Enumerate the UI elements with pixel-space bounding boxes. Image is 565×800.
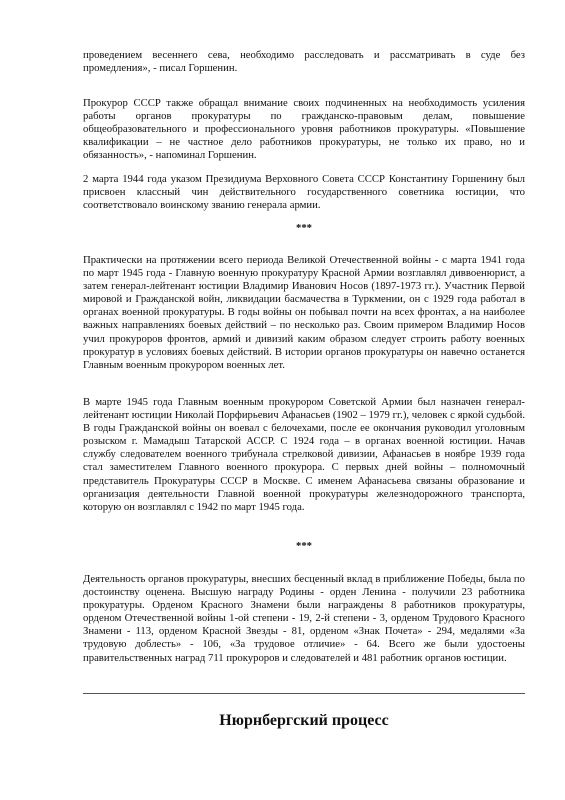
section-heading: Нюрнбергский процесс: [219, 712, 389, 729]
paragraph-gorshenin-rank: 2 марта 1944 года указом Президиума Верховного Совета СССР Константину Горшенину был присвоен классный чин действительного государственного советника юстиции, что соответствовало воинскому званию генерала армии.: [83, 173, 525, 212]
section-separator: ***: [295, 222, 313, 234]
paragraph-prosecutor-qualification: Прокурор СССР также обращал внимание своих подчиненных на необходимость усиления работы органов прокуратуры по гражданско-правовым делам, повышение общеобразовательного и профессионального уровня работников прокуратуры. «Повышение квалификации – не частное дело работников прокуратуры, не только их право, но и обязанность», - напоминал Горшенин.: [83, 97, 525, 162]
paragraph-gorshenin-sowing-quote: проведением весеннего сева, необходимо расследовать и рассматривать в суде без промедления», - писал Горшенин.: [83, 49, 525, 75]
paragraph-awards: Деятельность органов прокуратуры, внесших бесценный вклад в приближение Победы, была по достоинству оценена. Высшую награду Родины - орден Ленина - получили 23 работника прокуратуры. Орденом Красного Знамени были награждены 8 работников прокуратуры, орденом Отечественной войны 1-ой степени - 19, 2-й степени - 3, орденом Трудового Красного Знамени - 113, орденом Красной Звезды - 81, орденом «Знак Почета» - 294, медалями «За трудовую доблесть» - 106, «За трудовое отличие» - 64. Всего же были удостоены правительственных наград 711 прокуроров и следователей и 481 работник органов юстиции.: [83, 573, 525, 664]
paragraph-nosov-biography: Практически на протяжении всего периода Великой Отечественной войны - с марта 1941 года по март 1945 года - Главную военную прокуратуру Красной Армии возглавлял диввоенюрист, а затем генерал-лейтенант юстиции Владимир Иванович Носов (1897-1973 гг.). Участник Первой мировой и Гражданской войн, ликвидации басмачества в Туркмении, он с 1929 года работал в органах военной прокуратуры. В годы войны он побывал почти на всех фронтах, а на наиболее важных направлениях боевых действий – по несколько раз. Своим примером Владимир Носов учил прокуроров фронтов, армий и дивизий каким образом следует строить работу военных прокуратур в условиях боевых действий. В истории органов прокуратуры он навечно останется Главным военным прокурором военных лет.: [83, 254, 525, 371]
paragraph-afanasyev-biography: В марте 1945 года Главным военным прокурором Советской Армии был назначен генерал-лейтенант юстиции Николай Порфирьевич Афанасьев (1902 – 1979 гг.), человек с яркой судьбой. В годы Гражданской войны он воевал с белочехами, после ее окончания руководил уголовным розыском г. Мамадыш Татарской АССР. С 1924 года – в органах военной юстиции. Начав службу следователем военного трибунала стрелковой дивизии, Афанасьев в ноябре 1939 года стал заместителем Главного военного прокурора. С первых дней войны – полномочный представитель Прокуратуры СССР в Москве. С именем Афанасьева связаны образование и организация деятельности Главной военной прокуратуры железнодорожного транспорта, которую он возглавлял с 1942 по март 1945 года.: [83, 396, 525, 513]
section-separator: ***: [295, 540, 313, 552]
horizontal-rule: [83, 693, 525, 694]
